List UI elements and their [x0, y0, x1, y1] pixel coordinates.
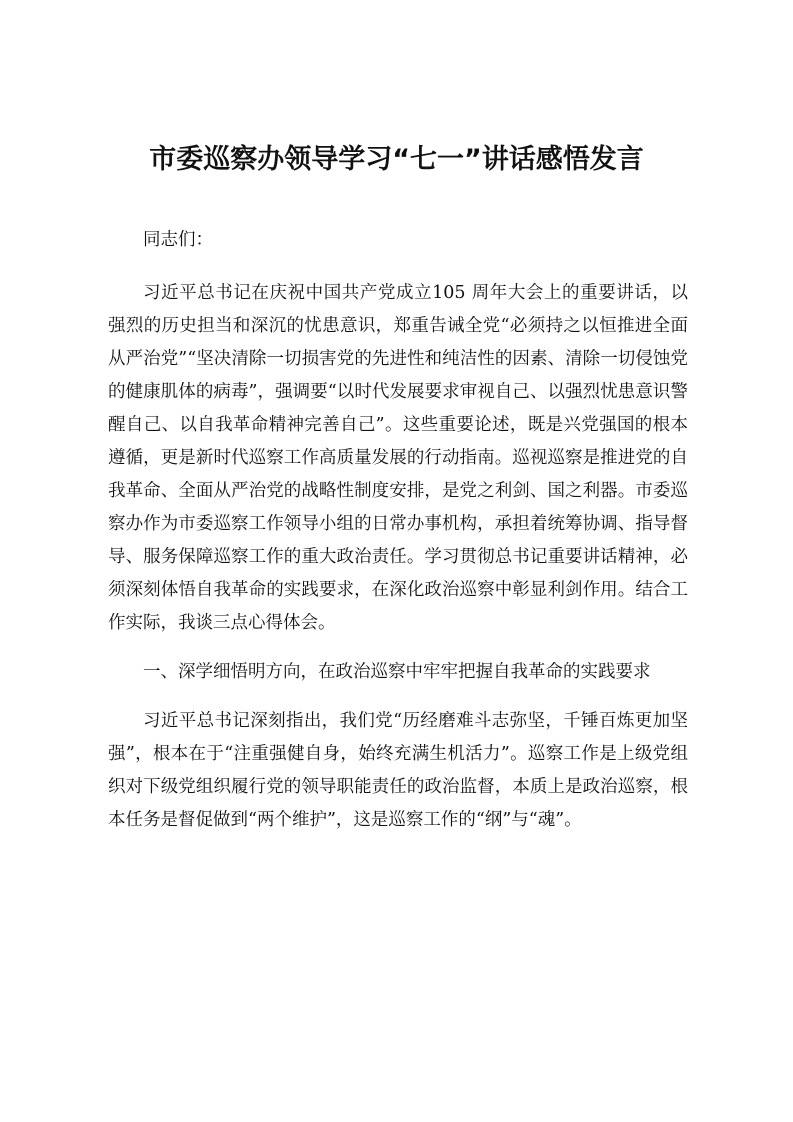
- section-heading: 一、深学细悟明方向，在政治巡察中牢牢把握自我革命的实践要求: [143, 662, 651, 682]
- section-body-paragraph: 习近平总书记深刻指出，我们党“历经磨难斗志弥坚，千锤百炼更加坚强”，根本在于“注重强健自身，始终充满生机活力”。巡察工作是上级党组织对下级党组织履行党的领导职能责任的政治监督，本质上是政治巡察，根本任务是督促做到“两个维护”，这是巡察工作的“纲”与“魂”。: [108, 711, 688, 830]
- greeting-paragraph: 同志们：: [143, 230, 213, 250]
- intro-paragraph: 习近平总书记在庆祝中国共产党成立105 周年大会上的重要讲话，以强烈的历史担当和深沉的忧患意识，郑重告诫全党“必须持之以恒推进全面从严治党”“坚决清除一切损害党的先进性和纯洁性的因素、清除一切侵蚀党的健康肌体的病毒”，强调要“以时代发展要求审视自己、以强烈忧患意识警醒自己、以自我革命精神完善自己”。这些重要论述，既是兴党强国的根本遵循，更是新时代巡察工作高质量发展的行动指南。巡视巡察是推进党的自我革命、全面从严治党的战略性制度安排，是党之利剑、国之利器。市委巡察办作为市委巡察工作领导小组的日常办事机构，承担着统筹协调、指导督导、服务保障巡察工作的重大政治责任。学习贯彻总书记重要讲话精神，必须深刻体悟自我革命的实践要求，在深化政治巡察中彰显利剑作用。结合工作实际，我谈三点心得体会。: [108, 283, 688, 633]
- document-body: [108, 224, 688, 837]
- document-title: 市委巡察办领导学习“七一”讲话感悟发言: [149, 144, 644, 175]
